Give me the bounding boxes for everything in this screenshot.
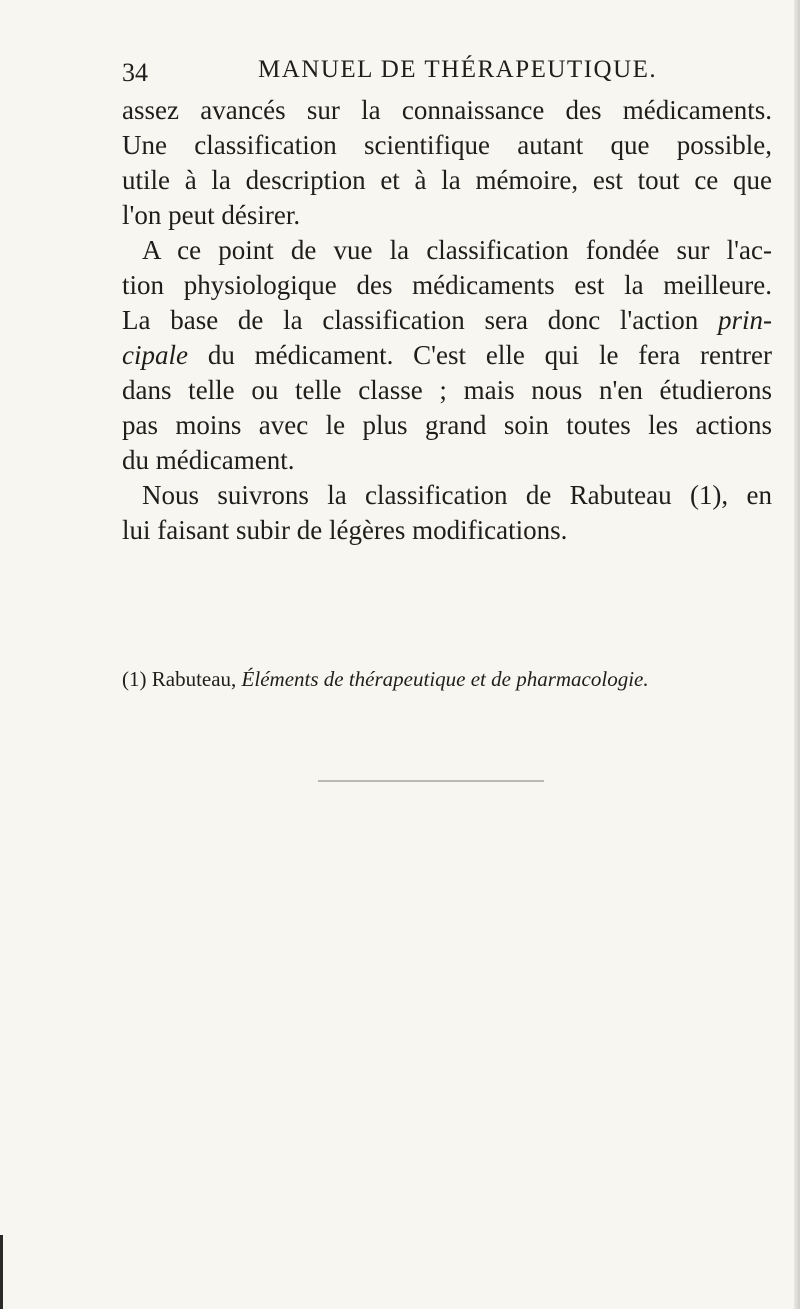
page-divider [318,780,544,782]
text-line: du médicament. [122,445,295,475]
running-title: MANUEL DE THÉRAPEUTIQUE. [258,56,658,83]
text-line: l'on peut désirer. [122,200,301,230]
text-line-with-emphasis [122,303,772,338]
text-line: dans telle ou telle classe ; mais nous n'en étudierons [122,375,772,405]
text-line: tion physiologique des médicaments est la meilleure. [122,270,772,300]
text-line: A ce point de vue la classification fondée sur l'ac- [142,235,772,265]
italic-word: cipale [122,340,188,370]
text-line: Une classification scientifique autant que possible, [122,130,772,160]
text-line: pas moins avec le plus grand soin toutes les actions [122,410,772,440]
text-fragment: La base de la classification sera donc l'action [122,305,699,335]
text-line: lui faisant subir de légères modifications. [122,515,568,545]
body-text [122,93,772,548]
footnote [122,667,762,692]
text-fragment: du médicament. C'est elle qui le fera rentrer [207,340,772,370]
text-line-with-emphasis [122,338,772,373]
footnote-title: Éléments de thérapeutique et de pharmacologie. [241,667,649,691]
page-number: 34 [122,58,148,87]
text-line: utile à la description et à la mémoire, est tout ce que [122,165,772,195]
italic-word: prin- [718,305,772,335]
text-line: assez avancés sur la connaissance des médicaments. [122,95,772,125]
scan-binding-mark [0,1235,3,1309]
scan-page-edge [794,0,800,1309]
text-line: Nous suivrons la classification de Rabuteau (1), en [142,480,772,510]
page-header [0,52,800,92]
footnote-marker: (1) Rabuteau, [122,667,237,691]
